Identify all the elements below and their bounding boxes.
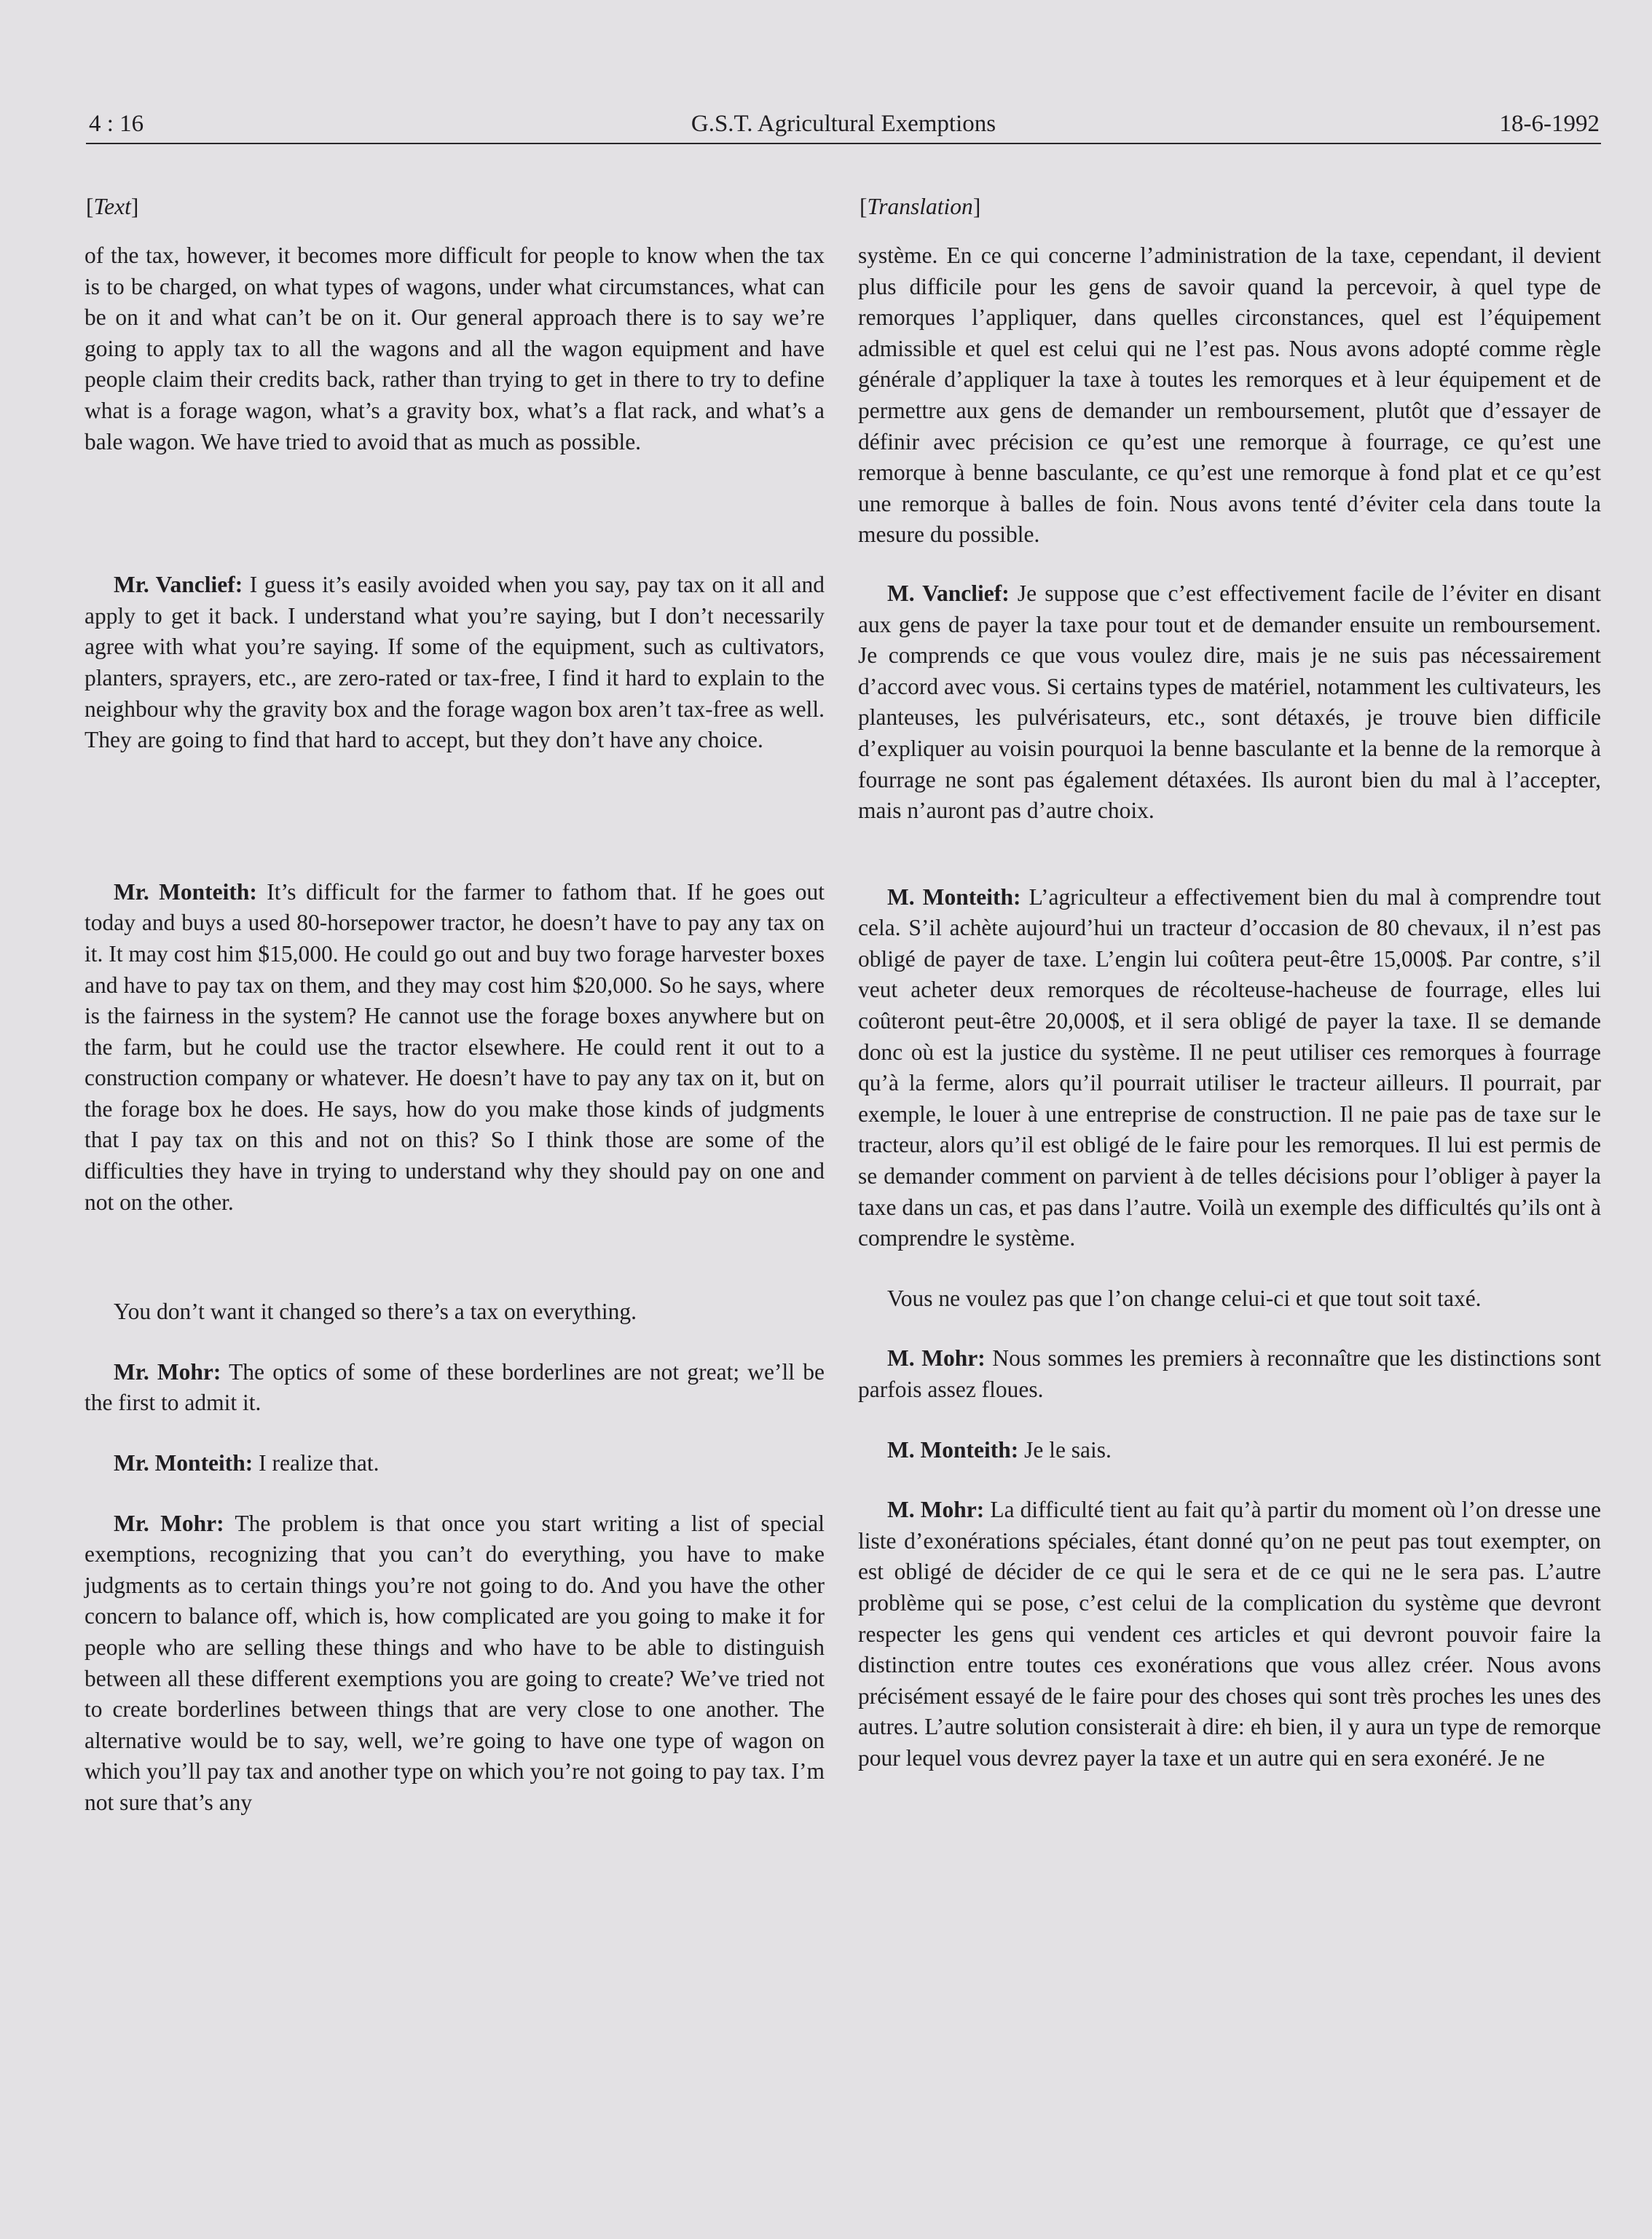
speaker-name: M. Monteith: xyxy=(887,884,1021,910)
speech-text: La difficulté tient au fait qu’à partir du moment où l’on dresse une liste d’exonérations spéciales, étant donné qu’on ne peut pas tout exempter, on est obligé de décider de ce qui le sera et de ce qui ne le sera pas. L’autre problème qui se pose, c’est celui de la complication du système que devront respecter les gens qui vendent ces articles et qui devront pouvoir faire la distinction entre toutes ces exonérations que vous allez créer. Nous avons précisément essayé de le faire pour des choses qui sont très proches les unes des autres. L’autre solution consisterait à dire: eh bien, il y aura un type de remorque pour lequel vous devrez payer la taxe et un autre qui en sera exonéré. Je ne xyxy=(858,1497,1601,1771)
page-title: G.S.T. Agricultural Exemptions xyxy=(691,111,996,137)
speech-paragraph xyxy=(858,882,1601,1254)
speech-paragraph xyxy=(858,578,1601,827)
column-label: Translation xyxy=(867,194,973,219)
english-column xyxy=(84,191,825,1819)
speaker-name: Mr. Monteith: xyxy=(114,878,257,905)
speech-text: The optics of some of these borderlines are not great; we’ll be the first to admit it. xyxy=(84,1358,825,1416)
speech-paragraph xyxy=(84,877,825,1219)
paragraph: You don’t want it changed so there’s a tax on everything. xyxy=(114,1299,637,1325)
speech-paragraph xyxy=(858,1343,1601,1405)
speech-text: It’s difficult for the farmer to fathom that. If he goes out today and buys a used 80-horsepower tractor, he doesn’t have to pay any tax on it. It may cost him $15,000. He could go out and buy two forage harvester boxes and have to pay tax on them, and they may cost him $20,000. So he says, where is the fairness in the system? He cannot use the forage boxes anywhere but on the farm, but he could use the tractor elsewhere. He could rent it out to a construction company or whatever. He doesn’t have to pay any tax on it, but on the forage box he does. He says, how do you make those kinds of judgments that I pay tax on this and not on this? So I think those are some of the difficulties they have in trying to understand why they should pay on one and not on the other. xyxy=(84,878,825,1215)
speaker-name: Mr. Vanclief: xyxy=(114,572,243,598)
speech-text: I guess it’s easily avoided when you say, pay tax on it all and apply to get it back. I understand what you’re saying, but I don’t necessarily agree with what you’re saying. If some of the equipment, such as cultivators, planters, sprayers, etc., are zero-rated or tax-free, I find it hard to explain to the neighbour why the gravity box and the forage wagon box aren’t tax-free as well. They are going to find that hard to accept, but they don’t have any choice. xyxy=(84,572,825,753)
speaker-name: Mr. Mohr: xyxy=(114,1510,224,1536)
column-label: Text xyxy=(93,194,131,219)
speech-paragraph xyxy=(84,570,825,756)
speech-paragraph xyxy=(84,1508,825,1819)
speech-text: I realize that. xyxy=(253,1450,379,1476)
speech-text: The problem is that once you start writing a list of special exemptions, recognizing that you can’t do everything, you have to make judgments as to certain things you’re not going to do. And you have the other concern to balance off, which is, how complicated are you going to make it for people who are selling these things and who have to be able to distinguish between all these different exemptions you are going to create? We’ve tried not to create borderlines between things that are very close to one another. The alternative would be to say, well, we’re going to have one type of wagon on which you’ll pay tax and another type on which you’re not going to pay tax. I’m not sure that’s any xyxy=(84,1510,825,1815)
speaker-name: M. Mohr: xyxy=(887,1497,985,1523)
page-number: 4 : 16 xyxy=(89,111,144,137)
speech-paragraph xyxy=(84,1448,825,1479)
speech-text: Je suppose que c’est effectivement facile de l’éviter en disant aux gens de payer la taxe pour tout et de demander ensuite un remboursement. Je comprends ce que vous voulez dire, mais je ne suis pas nécessairement d’accord avec vous. Si certains types de matériel, notamment les cultivateurs, les planteuses, les pulvérisateurs, etc., sont détaxés, je trouve bien difficile d’expliquer au voisin pourquoi la benne basculante et la benne de la remorque à fourrage ne sont pas également détaxées. Ils auront bien du mal à l’accepter, mais n’auront pas d’autre choix. xyxy=(858,580,1601,824)
paragraph: système. En ce qui concerne l’administration de la taxe, cependant, il devient plus difficile pour les gens de savoir quand la percevoir, à quel type de remorques l’appliquer, dans quelles circonstances, quel est l’équipement admissible et quel est celui qui ne l’est pas. Nous avons adopté comme règle générale d’appliquer la taxe à toutes les remorques et à leur équipement et de permettre aux gens de demander un remboursement, plutôt que d’essayer de définir avec précision ce qu’est une remorque à fourrage, ce qu’est une remorque à benne basculante, ce qu’est une remorque à fond plat et ce qu’est une remorque à balles de foin. Nous avons tenté d’éviter cela dans toute la mesure du possible. xyxy=(858,243,1601,548)
speaker-name: Mr. Mohr: xyxy=(114,1358,221,1385)
column-label-translation: [Translation] xyxy=(860,194,981,219)
sitting-date: 18-6-1992 xyxy=(1499,111,1600,137)
column-label-text: [Text] xyxy=(86,194,139,219)
speech-paragraph xyxy=(858,1495,1601,1774)
french-column xyxy=(858,191,1601,1774)
speaker-name: Mr. Monteith: xyxy=(114,1450,253,1476)
paragraph: of the tax, however, it becomes more difficult for people to know when the tax is to be charged, on what types of wagons, under what circumstances, what can be on it and what can’t be on it. Our general approach there is to say we’re going to apply tax to all the wagons and all the wagon equipment and have people claim their credits back, rather than trying to get in there to try to define what is a forage wagon, what’s a gravity box, what’s a flat rack, and what’s a bale wagon. We have tried to avoid that as much as possible. xyxy=(84,243,825,455)
speech-paragraph xyxy=(84,1357,825,1419)
speaker-name: M. Monteith: xyxy=(887,1436,1019,1463)
speaker-name: M. Mohr: xyxy=(887,1345,986,1372)
speech-text: Nous sommes les premiers à reconnaître que les distinctions sont parfois assez floues. xyxy=(858,1345,1602,1402)
speech-paragraph xyxy=(858,1435,1601,1466)
speech-text: L’agriculteur a effectivement bien du mal à comprendre tout cela. S’il achète aujourd’hui un tracteur d’occasion de 80 chevaux, il n’est pas obligé de payer de taxe. L’engin lui coûtera peut-être 15,000$. Par contre, s’il veut acheter deux remorques de récolteuse-hacheuse de fourrage, elles lui coûteront peut-être 20,000$, et il sera obligé de payer la taxe. Il se demande donc où est la justice du système. Il ne peut utiliser ces remorques à fourrage qu’à la ferme, alors qu’il pourrait utiliser le tracteur ailleurs. Il pourrait, par exemple, le louer à une entreprise de construction. Il ne paie pas de taxe sur le tracteur, alors qu’il est obligé de le faire pour les remorques. Il lui est permis de se demander comment on parvient à de telles décisions pour l’obliger à payer la taxe dans un cas, et pas dans l’autre. Voilà un exemple des difficultés qu’ils ont à comprendre le système. xyxy=(858,884,1602,1251)
speech-text: Je le sais. xyxy=(1018,1436,1112,1463)
running-header xyxy=(86,108,1601,144)
paragraph: Vous ne voulez pas que l’on change celui-ci et que tout soit taxé. xyxy=(887,1285,1482,1311)
speaker-name: M. Vanclief: xyxy=(887,580,1010,606)
